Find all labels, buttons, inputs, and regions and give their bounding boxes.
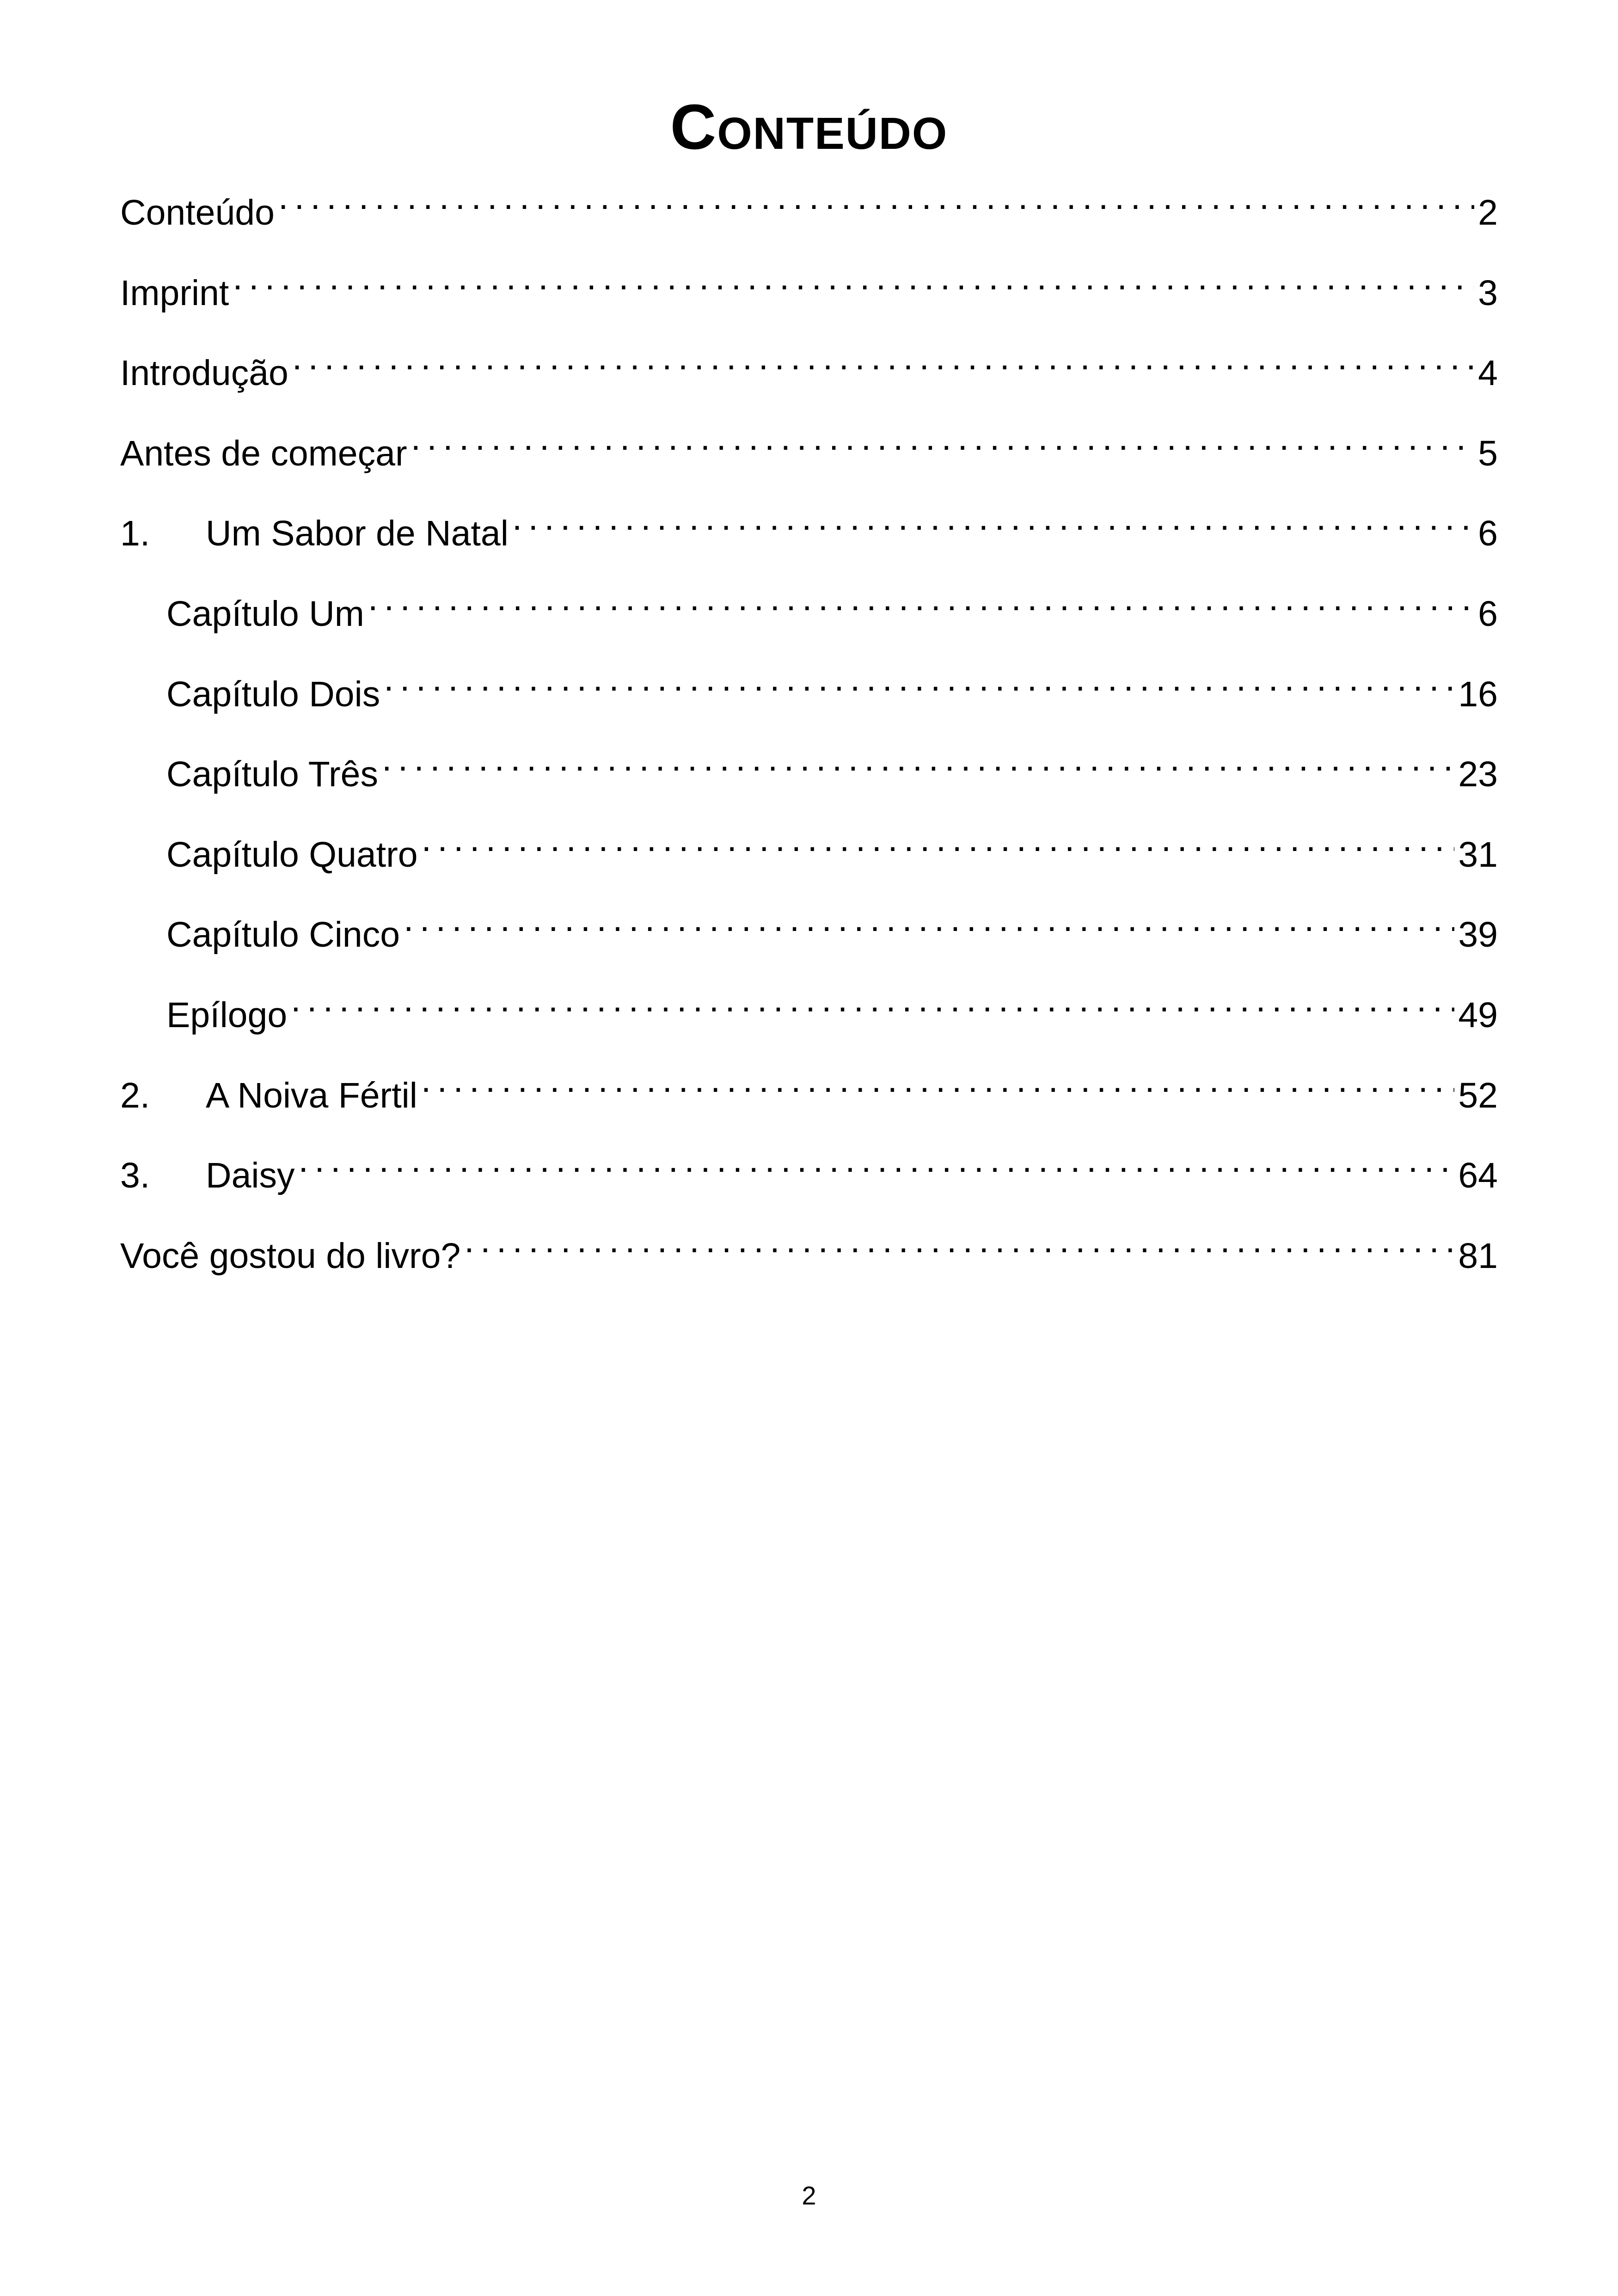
- toc-entry-page: 52: [1458, 1075, 1498, 1115]
- toc-entry-label: Capítulo Cinco: [166, 915, 400, 955]
- toc-entry-um-sabor-de-natal[interactable]: [120, 506, 1498, 586]
- dot-leader: [233, 269, 1474, 305]
- toc-entry-a-noiva-fertil[interactable]: [120, 1068, 1498, 1148]
- toc-entry-number: 2.: [120, 1075, 150, 1115]
- toc-entry-page: 6: [1478, 514, 1498, 554]
- toc-entry-page: 4: [1478, 353, 1498, 393]
- toc-entry-page: 49: [1458, 995, 1498, 1035]
- toc-entry-page: 6: [1478, 594, 1498, 634]
- toc-entry-label: Introdução: [120, 353, 288, 393]
- toc-entry-page: 23: [1458, 754, 1498, 795]
- table-of-contents: [120, 185, 1498, 1308]
- toc-entry-number: 3.: [120, 1156, 150, 1196]
- toc-entry-capitulo-cinco[interactable]: [120, 907, 1498, 987]
- toc-entry-capitulo-dois[interactable]: [120, 667, 1498, 747]
- dot-leader: [382, 751, 1454, 786]
- dot-leader: [368, 590, 1474, 626]
- toc-entry-capitulo-um[interactable]: [120, 586, 1498, 667]
- dot-leader: [292, 349, 1474, 385]
- toc-entry-label: Capítulo Três: [166, 754, 378, 795]
- toc-entry-label: Antes de começar: [120, 433, 407, 473]
- toc-entry-label: Epílogo: [166, 995, 288, 1035]
- toc-entry-label: Daisy: [206, 1156, 295, 1196]
- toc-entry-page: 16: [1458, 674, 1498, 714]
- dot-leader: [291, 992, 1454, 1027]
- dot-leader: [422, 831, 1455, 867]
- dot-leader: [411, 430, 1475, 465]
- page-title: Conteúdo: [670, 92, 948, 163]
- toc-entry-page: 81: [1458, 1236, 1498, 1276]
- page-number: 2: [802, 2181, 816, 2210]
- toc-entry-label: Capítulo Um: [166, 594, 364, 634]
- dot-leader: [404, 911, 1454, 947]
- dot-leader: [421, 1072, 1454, 1108]
- toc-entry-page: 3: [1478, 273, 1498, 313]
- toc-entry-capitulo-tres[interactable]: [120, 747, 1498, 827]
- toc-entry-label: Capítulo Dois: [166, 674, 380, 714]
- toc-entry-page: 2: [1478, 193, 1498, 233]
- toc-entry-page: 5: [1478, 433, 1498, 473]
- dot-leader: [464, 1232, 1454, 1268]
- toc-entry-page: 39: [1458, 915, 1498, 955]
- dot-leader: [278, 189, 1474, 225]
- toc-entry-voce-gostou-do-livro[interactable]: [120, 1228, 1498, 1309]
- toc-entry-label: Um Sabor de Natal: [206, 514, 509, 554]
- dot-leader: [512, 510, 1474, 545]
- toc-entry-label: Conteúdo: [120, 193, 275, 233]
- toc-entry-label: Você gostou do livro?: [120, 1236, 461, 1276]
- toc-entry-imprint[interactable]: [120, 265, 1498, 346]
- toc-entry-number: 1.: [120, 514, 150, 554]
- toc-entry-label: Capítulo Quatro: [166, 834, 418, 875]
- toc-entry-epilogo[interactable]: [120, 987, 1498, 1068]
- toc-entry-label: Imprint: [120, 273, 229, 313]
- toc-entry-page: 64: [1458, 1156, 1498, 1196]
- dot-leader: [384, 671, 1454, 706]
- toc-entry-page: 31: [1458, 834, 1498, 875]
- toc-entry-label: A Noiva Fértil: [206, 1075, 417, 1115]
- toc-entry-daisy[interactable]: [120, 1148, 1498, 1228]
- toc-entry-introducao[interactable]: [120, 345, 1498, 426]
- toc-entry-conteudo[interactable]: [120, 185, 1498, 265]
- dot-leader: [299, 1152, 1455, 1188]
- toc-entry-antes-de-comecar[interactable]: [120, 426, 1498, 506]
- toc-entry-capitulo-quatro[interactable]: [120, 827, 1498, 907]
